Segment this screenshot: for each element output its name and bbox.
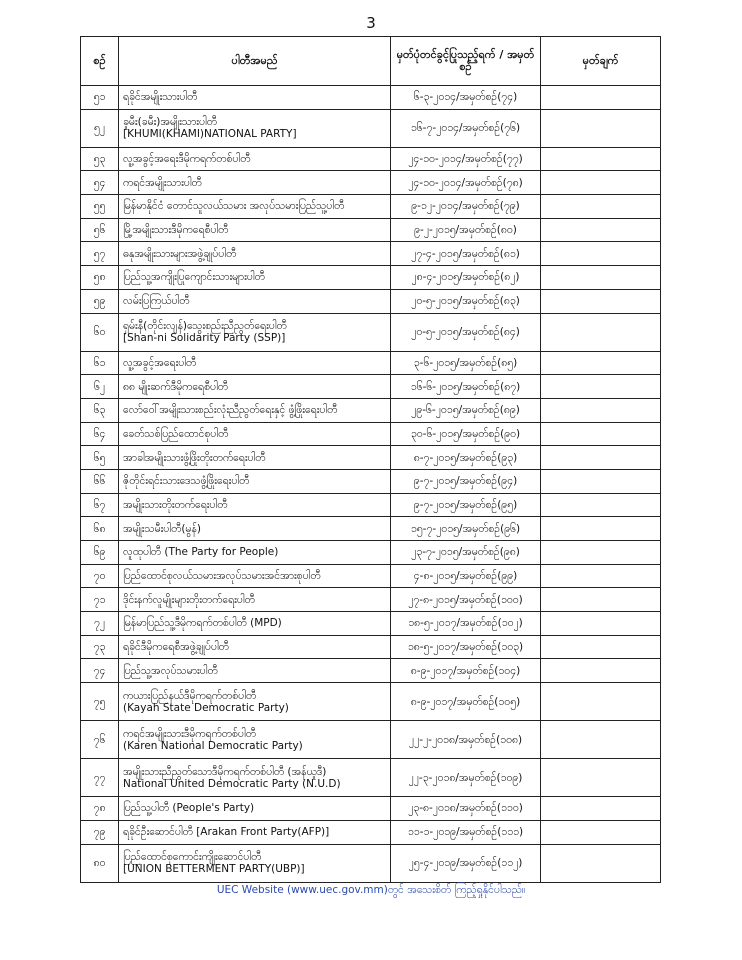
table-row (81, 721, 661, 759)
table-row (81, 446, 661, 470)
registration-date-number: ၂၂-၃-၂၀၁၈/အမှတ်စဉ်(၁၀၉) (391, 759, 541, 797)
table-row (81, 493, 661, 517)
remarks-cell (541, 398, 661, 422)
registration-date-number: ၆-၃-၂၀၁၄/အမှတ်စဉ်(၇၄) (391, 86, 541, 110)
table-row (81, 635, 661, 659)
remarks-cell (541, 493, 661, 517)
party-name-english: [Shan-ni Solidarity Party (SSP)] (123, 332, 286, 344)
row-number: ၇၇ (81, 759, 119, 797)
remarks-cell (541, 422, 661, 446)
remarks-cell (541, 446, 661, 470)
row-number: ၆၀ (81, 313, 119, 351)
party-name: ပြည်ထောင်စုကောင်းကျိုးဆောင်ပါတီ (123, 851, 262, 863)
party-name-cell (119, 844, 391, 882)
table-row (81, 375, 661, 399)
party-name: ဓနုအမျိုးသားများအဖွဲ့ချုပ်ပါတီ (123, 247, 237, 260)
header-registration: မှတ်ပုံတင်ခွင့်ပြုသည့်ရက် / အမှတ်စဉ် (391, 37, 541, 86)
registration-date-number: ၂၃-၈-၂၀၁၈/အမှတ်စဉ်(၁၁၀) (391, 797, 541, 821)
party-name-english: [UNION BETTERMENT PARTY(UBP)] (123, 863, 305, 875)
party-name-cell (119, 588, 391, 612)
registration-date-number: ၂၀-၅-၂၀၁၅/အမှတ်စဉ်(၈၃) (391, 289, 541, 313)
registration-date-number: ၁၅-၇-၂၀၁၅/အမှတ်စဉ်(၉၆) (391, 517, 541, 541)
party-name: ကယားပြည်နယ်ဒီမိုကရက်တစ်ပါတီ (123, 689, 257, 702)
table-row (81, 351, 661, 375)
row-number: ၅၅ (81, 195, 119, 219)
remarks-cell (541, 659, 661, 683)
party-name-cell (119, 820, 391, 844)
table-row (81, 612, 661, 636)
party-name: လူထုပါတီ (The Party for People) (123, 546, 279, 559)
remarks-cell (541, 266, 661, 290)
remarks-cell (541, 635, 661, 659)
registration-date-number: ၂၅-၄-၂၀၁၉/အမှတ်စဉ်(၁၁၂) (391, 844, 541, 882)
party-name-cell (119, 422, 391, 446)
row-number: ၆၃ (81, 398, 119, 422)
row-number: ၅၃ (81, 147, 119, 171)
party-name: လော်ဝေါ်အမျိုးသားစည်းလုံးညီညွတ်ရေးနှင့် ဖွံ့ဖြိုးရေးပါတီ (123, 404, 338, 417)
party-name-cell (119, 493, 391, 517)
registration-date-number: ၁၁-၁-၂၀၁၉/အမှတ်စဉ်(၁၁၁) (391, 820, 541, 844)
party-name-cell (119, 171, 391, 195)
registration-date-number: ၂၄-၁၀-၂၀၁၄/အမှတ်စဉ်(၇၇) (391, 147, 541, 171)
party-name-cell (119, 289, 391, 313)
table-row (81, 266, 661, 290)
remarks-cell (541, 351, 661, 375)
registration-date-number: ၃-၆-၂၀၁၅/အမှတ်စဉ်(၈၅) (391, 351, 541, 375)
registration-date-number: ၁၈-၅-၂၀၁၇/အမှတ်စဉ်(၁၀၃) (391, 635, 541, 659)
party-name: ပြည်ထောင်စုလယ်သမားအလုပ်သမားအင်အားစုပါတီ (123, 570, 321, 583)
remarks-cell (541, 564, 661, 588)
party-name-english: [KHUMI(KHAMI)NATIONAL PARTY] (123, 128, 297, 141)
party-name-cell (119, 612, 391, 636)
party-name-cell (119, 564, 391, 588)
table-row (81, 844, 661, 882)
party-name: အာခါအမျိုးသားဖွံ့ဖြိုးတိုးတက်ရေးပါတီ (123, 451, 266, 464)
table-row (81, 469, 661, 493)
registration-date-number: ၂၇-၈-၂၀၁၅/အမှတ်စဉ်(၁၀၀) (391, 588, 541, 612)
party-name: မြန်မာပြည်သူ့ဒီမိုကရက်တစ်ပါတီ (MPD) (123, 617, 282, 630)
remarks-cell (541, 721, 661, 759)
row-number: ၆၅ (81, 446, 119, 470)
party-name-cell (119, 683, 391, 721)
row-number: ၅၈ (81, 266, 119, 290)
party-name: ပြည်သူ့အကျိုးပြုကျောင်းသားများပါတီ (123, 271, 265, 284)
row-number: ၇၀ (81, 564, 119, 588)
remarks-cell (541, 147, 661, 171)
party-name: ရခိုင်ဦးဆောင်ပါတီ [Arakan Front Party(AFP)] (123, 826, 330, 839)
remarks-cell (541, 86, 661, 110)
remarks-cell (541, 797, 661, 821)
remarks-cell (541, 218, 661, 242)
party-name-english: National United Democratic Party (N.U.D) (123, 777, 341, 790)
registration-date-number: ၁၆-၆-၂၀၁၅/အမှတ်စဉ်(၈၇) (391, 375, 541, 399)
registration-date-number: ၄-၈-၂၀၁၅/အမှတ်စဉ်(၉၉) (391, 564, 541, 588)
party-name: ခူမီး(ခမီး)အမျိုးသားပါတီ (123, 116, 217, 129)
registration-date-number: ၁၈-၅-၂၀၁၇/အမှတ်စဉ်(၁၀၂) (391, 612, 541, 636)
registration-date-number: ၃၀-၆-၂၀၁၅/အမှတ်စဉ်(၉၀) (391, 422, 541, 446)
table-row (81, 195, 661, 219)
party-name-cell (119, 147, 391, 171)
table-row (81, 517, 661, 541)
table-row (81, 422, 661, 446)
party-name: လူ့အခွင့်အရေးပါတီ (123, 356, 197, 369)
party-name-english: (Kayah State Democratic Party) (123, 701, 289, 714)
party-name-cell (119, 195, 391, 219)
table-row (81, 242, 661, 266)
party-name-cell (119, 469, 391, 493)
remarks-cell (541, 242, 661, 266)
remarks-cell (541, 844, 661, 882)
registration-date-number: ၂၉-၆-၂၀၁၅/အမှတ်စဉ်(၈၉) (391, 398, 541, 422)
party-name-cell (119, 375, 391, 399)
registration-date-number: ၂၇-၄-၂၀၁၅/အမှတ်စဉ်(၈၁) (391, 242, 541, 266)
party-name: မြို့အမျိုးသားဒီမိုကရေစီပါတီ (123, 224, 229, 237)
table-row (81, 659, 661, 683)
table-row (81, 398, 661, 422)
table-row (81, 759, 661, 797)
remarks-cell (541, 820, 661, 844)
remarks-cell (541, 195, 661, 219)
party-name-cell (119, 218, 391, 242)
registration-date-number: ၉-၂-၂၀၁၅/အမှတ်စဉ်(၈၀) (391, 218, 541, 242)
row-number: ၇၁ (81, 588, 119, 612)
party-name-cell (119, 721, 391, 759)
header-no: စဉ် (81, 37, 119, 86)
party-name: ဒိုင်းနက်လူမျိုးများတိုးတက်ရေးပါတီ (123, 593, 255, 606)
row-number: ၇၉ (81, 820, 119, 844)
party-name-cell (119, 351, 391, 375)
row-number: ၇၂ (81, 612, 119, 636)
header-party-name: ပါတီအမည် (119, 37, 391, 86)
party-name: ကရင်အမျိုးသားဒီမိုကရက်တစ်ပါတီ (123, 727, 256, 740)
registration-date-number: ၉-၇-၂၀၁၅/အမှတ်စဉ်(၉၅) (391, 493, 541, 517)
party-name-cell (119, 797, 391, 821)
table-row (81, 86, 661, 110)
registration-date-number: ၂၂-၂-၂၀၁၈/အမှတ်စဉ်(၁၀၈) (391, 721, 541, 759)
party-name: ရှမ်းနီ(တိုင်းလျန်)သွေးစည်းညီညွတ်ရေးပါတီ (123, 320, 287, 332)
row-number: ၅၂ (81, 109, 119, 147)
party-name: ပြည်သူ့အလုပ်သမားပါတီ (123, 664, 218, 677)
remarks-cell (541, 517, 661, 541)
row-number: ၆၆ (81, 469, 119, 493)
row-number: ၇၄ (81, 659, 119, 683)
row-number: ၇၅ (81, 683, 119, 721)
remarks-cell (541, 375, 661, 399)
remarks-cell (541, 289, 661, 313)
table-row (81, 109, 661, 147)
party-name-cell (119, 109, 391, 147)
page-number: 3 (366, 14, 376, 32)
remarks-cell (541, 683, 661, 721)
party-name: ၈၈ မျိုးဆက်ဒီမိုကရေစီပါတီ (123, 380, 229, 393)
table-row (81, 313, 661, 351)
registration-date-number: ၈-၇-၂၀၁၅/အမှတ်စဉ်(၉၃) (391, 446, 541, 470)
row-number: ၅၄ (81, 171, 119, 195)
remarks-cell (541, 469, 661, 493)
row-number: ၇၃ (81, 635, 119, 659)
registration-date-number: ၉-၁၂-၂၀၁၄/အမှတ်စဉ်(၇၉) (391, 195, 541, 219)
registration-date-number: ၂၃-၇-၂၀၁၅/အမှတ်စဉ်(၉၈) (391, 541, 541, 565)
table-row (81, 683, 661, 721)
header-remarks: မှတ်ချက် (541, 37, 661, 86)
row-number: ၆၂ (81, 375, 119, 399)
party-name: မြန်မာနိုင်ငံ တောင်သူလယ်သမား အလုပ်သမားပြည်သူ့ပါတီ (123, 200, 345, 213)
remarks-cell (541, 541, 661, 565)
table-row (81, 797, 661, 821)
party-name-cell (119, 313, 391, 351)
party-name: အမျိုးသားညီညွတ်သောဒီမိုကရက်တစ်ပါတီ (အန်ယူဒီ) (123, 765, 327, 778)
party-name: အမျိုးသမီးပါတီ(မွန်) (123, 522, 201, 535)
row-number: ၆၈ (81, 517, 119, 541)
party-name-cell (119, 541, 391, 565)
party-name: ကရင်အမျိုးသားပါတီ (123, 176, 202, 189)
table-row (81, 588, 661, 612)
table-row (81, 171, 661, 195)
remarks-cell (541, 612, 661, 636)
registration-date-number: ၉-၇-၂၀၁၅/အမှတ်စဉ်(၉၄) (391, 469, 541, 493)
row-number: ၅၇ (81, 242, 119, 266)
row-number: ၅၆ (81, 218, 119, 242)
footer-note: UEC Website (www.uec.gov.mm)တွင် အသေးစိတ် ကြည့်ရှုနိုင်ပါသည်။ (216, 884, 526, 896)
remarks-cell (541, 109, 661, 147)
row-number: ၈၀ (81, 844, 119, 882)
party-name-cell (119, 446, 391, 470)
table-row (81, 147, 661, 171)
row-number: ၅၉ (81, 289, 119, 313)
remarks-cell (541, 588, 661, 612)
party-name: အမျိုးသားတိုးတက်ရေးပါတီ (123, 498, 228, 511)
table-row (81, 541, 661, 565)
row-number: ၆၇ (81, 493, 119, 517)
party-name-cell (119, 86, 391, 110)
party-name: ရခိုင်အမျိုးသားပါတီ (123, 91, 198, 104)
registration-date-number: ၂၄-၁၀-၂၀၁၄/အမှတ်စဉ်(၇၈) (391, 171, 541, 195)
registration-date-number: ၂၀-၅-၂၀၁၅/အမှတ်စဉ်(၈၄) (391, 313, 541, 351)
row-number: ၅၁ (81, 86, 119, 110)
party-name-cell (119, 242, 391, 266)
party-name: လမ်းပြကြယ်ပါတီ (123, 295, 190, 308)
row-number: ၇၆ (81, 721, 119, 759)
party-name-cell (119, 635, 391, 659)
party-registry-table (80, 36, 661, 883)
row-number: ၆၄ (81, 422, 119, 446)
table-row (81, 218, 661, 242)
party-name: ပြည်သူ့ပါတီ (People's Party) (123, 802, 255, 815)
party-name-english: (Karen National Democratic Party) (123, 739, 303, 752)
remarks-cell (541, 313, 661, 351)
row-number: ၆၁ (81, 351, 119, 375)
remarks-cell (541, 759, 661, 797)
party-name-cell (119, 398, 391, 422)
party-name-cell (119, 517, 391, 541)
party-name: ရခိုင်ဒီမိုကရေစီအဖွဲ့ချုပ်ပါတီ (123, 641, 229, 654)
registration-date-number: ၂၈-၄-၂၀၁၅/အမှတ်စဉ်(၈၂) (391, 266, 541, 290)
party-name-cell (119, 759, 391, 797)
party-name-cell (119, 266, 391, 290)
party-name: ခေတ်သစ်ပြည်ထောင်စုပါတီ (123, 427, 229, 440)
table-row (81, 289, 661, 313)
registration-date-number: ၈-၉-၂၀၁၇/အမှတ်စဉ်(၁၀၅) (391, 683, 541, 721)
party-name: ဇိုတိုင်းရင်းသားဒေသဖွံ့ဖြိုးရေးပါတီ (123, 475, 250, 488)
table-body (81, 86, 661, 883)
registration-date-number: ၈-၉-၂၀၁၇/အမှတ်စဉ်(၁၀၄) (391, 659, 541, 683)
row-number: ၆၉ (81, 541, 119, 565)
table-row (81, 564, 661, 588)
table-header-row (81, 37, 661, 86)
row-number: ၇၈ (81, 797, 119, 821)
party-name: လူ့အခွင့်အရေးဒီမိုကရက်တစ်ပါတီ (123, 153, 251, 166)
remarks-cell (541, 171, 661, 195)
registration-date-number: ၁၆-၇-၂၀၁၄/အမှတ်စဉ်(၇၆) (391, 109, 541, 147)
table-row (81, 820, 661, 844)
party-name-cell (119, 659, 391, 683)
